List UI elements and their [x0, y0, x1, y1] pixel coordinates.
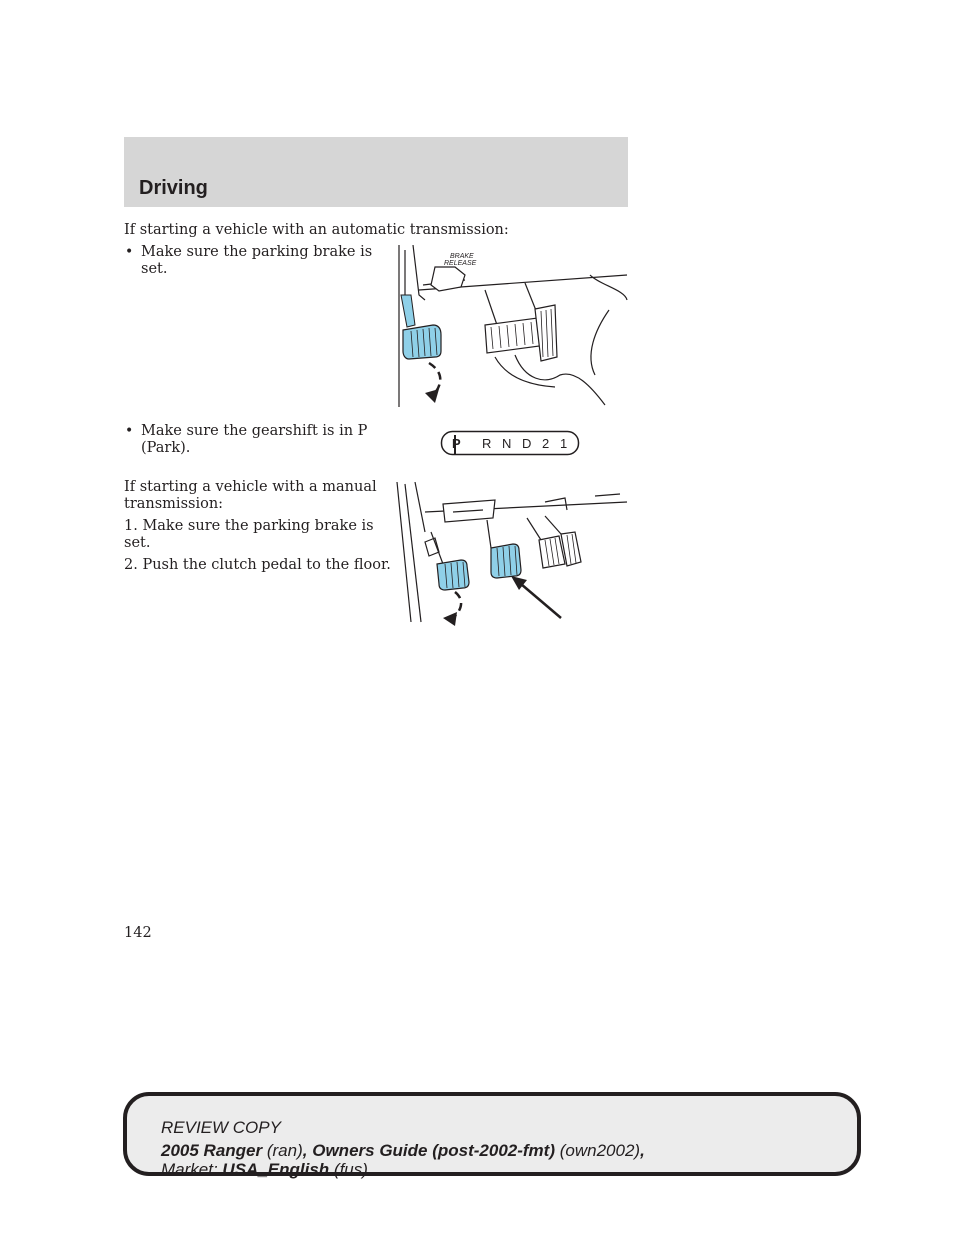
manual-step1-line1: 1. Make sure the parking brake is	[124, 518, 374, 534]
gear-n: N	[502, 436, 512, 451]
manual-step2: 2. Push the clutch pedal to the floor.	[124, 557, 391, 573]
bullet-marker: •	[125, 244, 134, 260]
parking-brake-illustration	[395, 245, 628, 410]
bullet-marker: •	[125, 423, 134, 439]
gear-p: P	[452, 436, 461, 451]
manual-step1-line2: set.	[124, 535, 151, 551]
footer-market-label: Market:	[161, 1160, 218, 1179]
intro-automatic: If starting a vehicle with an automatic transmission:	[124, 222, 509, 238]
gear-d: D	[522, 436, 532, 451]
bullet-2-line2: (Park).	[141, 440, 191, 456]
gear-1: 1	[560, 436, 568, 451]
manual-intro-line2: transmission:	[124, 496, 224, 512]
brake-label-line1: BRAKE	[450, 253, 474, 260]
footer-guide: Owners Guide (post-2002-fmt)	[312, 1141, 555, 1160]
footer-market: USA_English	[222, 1160, 330, 1179]
bullet-1-line1: Make sure the parking brake is	[141, 244, 373, 260]
footer-market-code: (fus)	[333, 1160, 368, 1179]
footer-review-copy: REVIEW COPY	[161, 1118, 281, 1137]
footer-sep: ,	[302, 1141, 308, 1160]
page-number: 142	[124, 925, 152, 941]
clutch-pedal-illustration	[395, 482, 628, 627]
manual-intro-line1: If starting a vehicle with a manual	[124, 479, 377, 495]
footer-model-code: (ran)	[266, 1141, 303, 1160]
gear-indicator	[440, 430, 580, 456]
gear-2: 2	[542, 436, 550, 451]
footer-model: 2005 Ranger	[161, 1141, 263, 1160]
bullet-1-line2: set.	[141, 261, 168, 277]
brake-label-line2: RELEASE	[444, 260, 477, 267]
footer-sep: ,	[640, 1141, 645, 1160]
gear-r: R	[482, 436, 492, 451]
bullet-2-line1: Make sure the gearshift is in P	[141, 423, 368, 439]
footer-guide-code: (own2002)	[559, 1141, 641, 1160]
section-title: Driving	[139, 177, 208, 199]
